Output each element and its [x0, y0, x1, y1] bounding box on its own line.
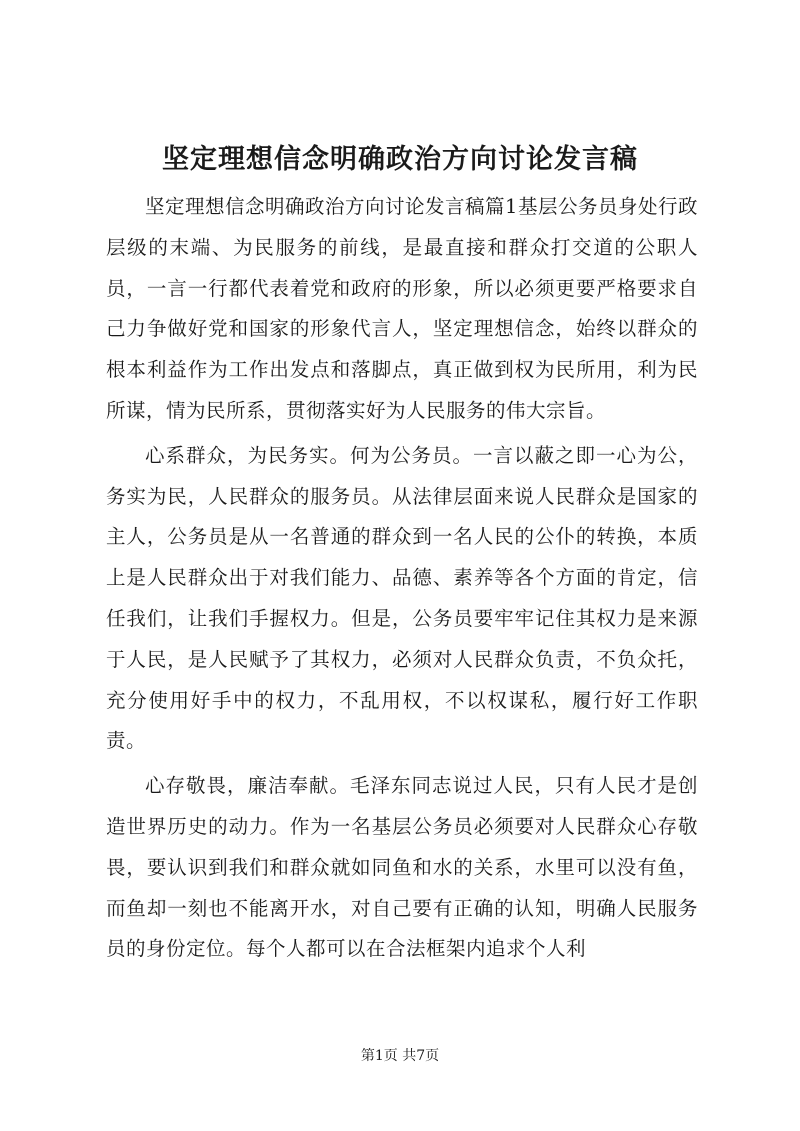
page-footer: 第1页 共7页 — [360, 1048, 440, 1064]
document-body — [106, 187, 698, 970]
paragraph-2: 心系群众，为民务实。何为公务员。一言以蔽之即一心为公，务实为民，人民群众的服务员。从法律层面来说人民群众是国家的主人，公务员是从一名普通的群众到一名人民的公仆的转换，本质上是人民群众出于对我们能力、品德、素养等各个方面的肯定，信任我们，让我们手握权力。但是，公务员要牢牢记住其权力是来源于人民，是人民赋予了其权力，必须对人民群众负责，不负众托，充分使用好手中的权力，不乱用权，不以权谋私，履行好工作职责。 — [106, 443, 698, 753]
paragraph-1: 坚定理想信念明确政治方向讨论发言稿篇1基层公务员身处行政层级的末端、为民服务的前线，是最直接和群众打交道的公职人员，一言一行都代表着党和政府的形象，所以必须更要严格要求自己力争做好党和国家的形象代言人，坚定理想信念，始终以群众的根本利益作为工作出发点和落脚点，真正做到权为民所用，利为民所谋，情为民所系，贯彻落实好为人民服务的伟大宗旨。 — [106, 195, 698, 422]
document-title: 坚定理想信念明确政治方向讨论发言稿 — [162, 144, 638, 175]
paragraph-3: 心存敬畏，廉洁奉献。毛泽东同志说过人民，只有人民才是创造世界历史的动力。作为一名基层公务员必须要对人民群众心存敬畏，要认识到我们和群众就如同鱼和水的关系，水里可以没有鱼，而鱼却一刻也不能离开水，对自己要有正确的认知，明确人民服务员的身份定位。每个人都可以在合法框架内追求个人利 — [106, 774, 698, 961]
